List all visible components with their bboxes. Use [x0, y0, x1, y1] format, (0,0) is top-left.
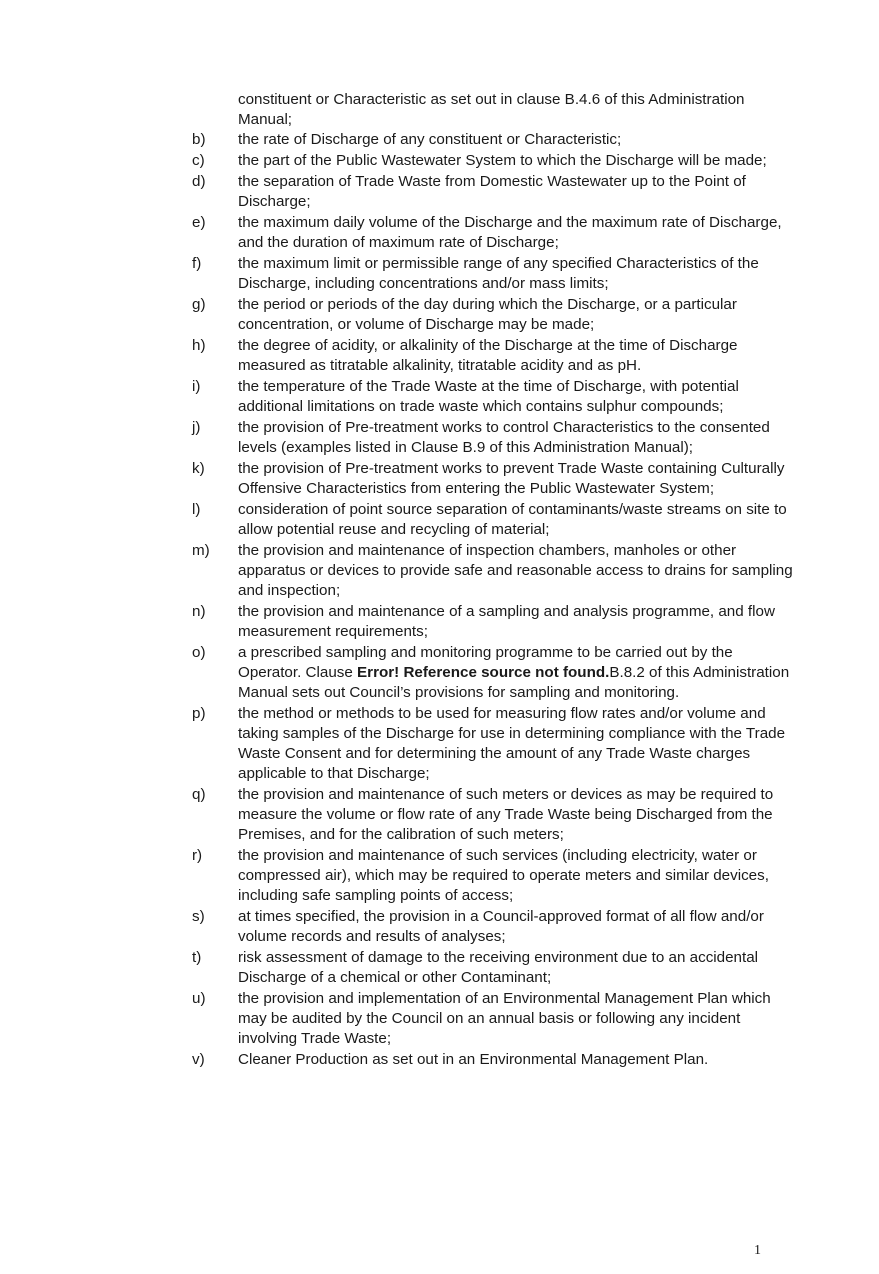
list-item	[0, 1050, 879, 1070]
continuation-text: constituent or Characteristic as set out in clause B.4.6 of this Administration Manual;	[238, 91, 745, 128]
list-item-text: the maximum limit or permissible range of any specified Characteristics of the Discharge, including concentrations and/or mass limits;	[238, 255, 759, 292]
list-marker: r)	[192, 847, 203, 864]
list-marker: i)	[192, 378, 201, 395]
list-marker: g)	[192, 296, 206, 313]
list-marker: u)	[192, 990, 206, 1007]
list-item-text: Cleaner Production as set out in an Environmental Management Plan.	[238, 1051, 709, 1068]
list-marker: d)	[192, 173, 206, 190]
list-item	[0, 907, 879, 947]
list-item	[0, 336, 879, 376]
list-item	[0, 989, 879, 1049]
condition-list	[0, 130, 879, 1071]
list-item-text: the temperature of the Trade Waste at the time of Discharge, with potential additional limitations on trade waste which contains sulphur compounds;	[238, 378, 739, 415]
list-item	[0, 213, 879, 253]
list-item	[0, 846, 879, 906]
list-item-text: the provision and implementation of an Environmental Management Plan which may be audited by the Council on an annual basis or following any incident involving Trade Waste;	[238, 990, 771, 1047]
list-item-text: the provision and maintenance of inspection chambers, manholes or other apparatus or devices to provide safe and reasonable access to drains for sampling and inspection;	[238, 542, 793, 599]
list-item-text: the maximum daily volume of the Discharge and the maximum rate of Discharge, and the duration of maximum rate of Discharge;	[238, 214, 782, 251]
list-marker: p)	[192, 705, 206, 722]
list-item-text: the provision and maintenance of such meters or devices as may be required to measure the volume or flow rate of any Trade Waste being Discharged from the Premises, and for the calibration of such meters;	[238, 786, 774, 843]
list-item	[0, 295, 879, 335]
list-item-text: at times specified, the provision in a Council-approved format of all flow and/or volume records and results of analyses;	[238, 908, 764, 945]
list-item	[0, 643, 879, 703]
page-number: 1	[754, 1243, 761, 1258]
list-item	[0, 704, 879, 784]
list-item	[0, 130, 879, 150]
list-marker: o)	[192, 644, 206, 661]
list-marker: t)	[192, 949, 202, 966]
list-item	[0, 948, 879, 988]
list-item-text-after: B.8.2 of this Administration Manual sets out Council’s provisions for sampling and monitoring.	[238, 664, 790, 701]
list-item	[0, 785, 879, 845]
list-item	[0, 541, 879, 601]
list-item-text-before: a prescribed sampling and monitoring programme to be carried out by the Operator. Clause	[238, 644, 733, 681]
list-item	[0, 377, 879, 417]
list-marker: j)	[192, 419, 201, 436]
list-item-text	[238, 643, 798, 703]
list-item-text: the degree of acidity, or alkalinity of the Discharge at the time of Discharge measured as titratable alkalinity, titratable acidity and as pH.	[238, 337, 738, 374]
list-item	[0, 459, 879, 499]
list-item-text: the period or periods of the day during which the Discharge, or a particular concentration, or volume of Discharge may be made;	[238, 296, 737, 333]
list-marker: h)	[192, 337, 206, 354]
list-item-text: the separation of Trade Waste from Domestic Wastewater up to the Point of Discharge;	[238, 173, 746, 210]
list-item-text: the part of the Public Wastewater System to which the Discharge will be made;	[238, 152, 767, 169]
list-item-text: the provision and maintenance of such services (including electricity, water or compressed air), which may be required to operate meters and similar devices, including safe sampling points of access;	[238, 847, 769, 904]
list-item-text: the method or methods to be used for measuring flow rates and/or volume and taking samples of the Discharge for use in determining compliance with the Trade Waste Consent and for determining the amount of any Trade Waste charges applicable to that Discharge;	[238, 705, 786, 782]
list-marker: k)	[192, 460, 205, 477]
list-marker: b)	[192, 131, 206, 148]
list-item-text: consideration of point source separation of contaminants/waste streams on site to allow potential reuse and recycling of material;	[238, 501, 787, 538]
list-item	[0, 151, 879, 171]
list-marker: l)	[192, 501, 201, 518]
list-item	[0, 418, 879, 458]
list-item	[0, 602, 879, 642]
list-marker: f)	[192, 255, 202, 272]
reference-error-text: Error! Reference source not found.	[357, 664, 610, 681]
list-marker: s)	[192, 908, 205, 925]
list-marker: n)	[192, 603, 206, 620]
list-item	[0, 254, 879, 294]
list-marker: c)	[192, 152, 205, 169]
list-marker: m)	[192, 542, 210, 559]
list-marker: e)	[192, 214, 206, 231]
list-marker: q)	[192, 786, 206, 803]
list-item	[0, 500, 879, 540]
list-item-text: the provision and maintenance of a sampling and analysis programme, and flow measurement requirements;	[238, 603, 775, 640]
list-item-text: risk assessment of damage to the receiving environment due to an accidental Discharge of a chemical or other Contaminant;	[238, 949, 759, 986]
list-item-text: the provision of Pre-treatment works to prevent Trade Waste containing Culturally Offensive Characteristics from entering the Public Wastewater System;	[238, 460, 785, 497]
list-item-text: the rate of Discharge of any constituent or Characteristic;	[238, 131, 622, 148]
list-item	[0, 172, 879, 212]
list-marker: v)	[192, 1051, 205, 1068]
list-item-text: the provision of Pre-treatment works to control Characteristics to the consented levels (examples listed in Clause B.9 of this Administration Manual);	[238, 419, 770, 456]
